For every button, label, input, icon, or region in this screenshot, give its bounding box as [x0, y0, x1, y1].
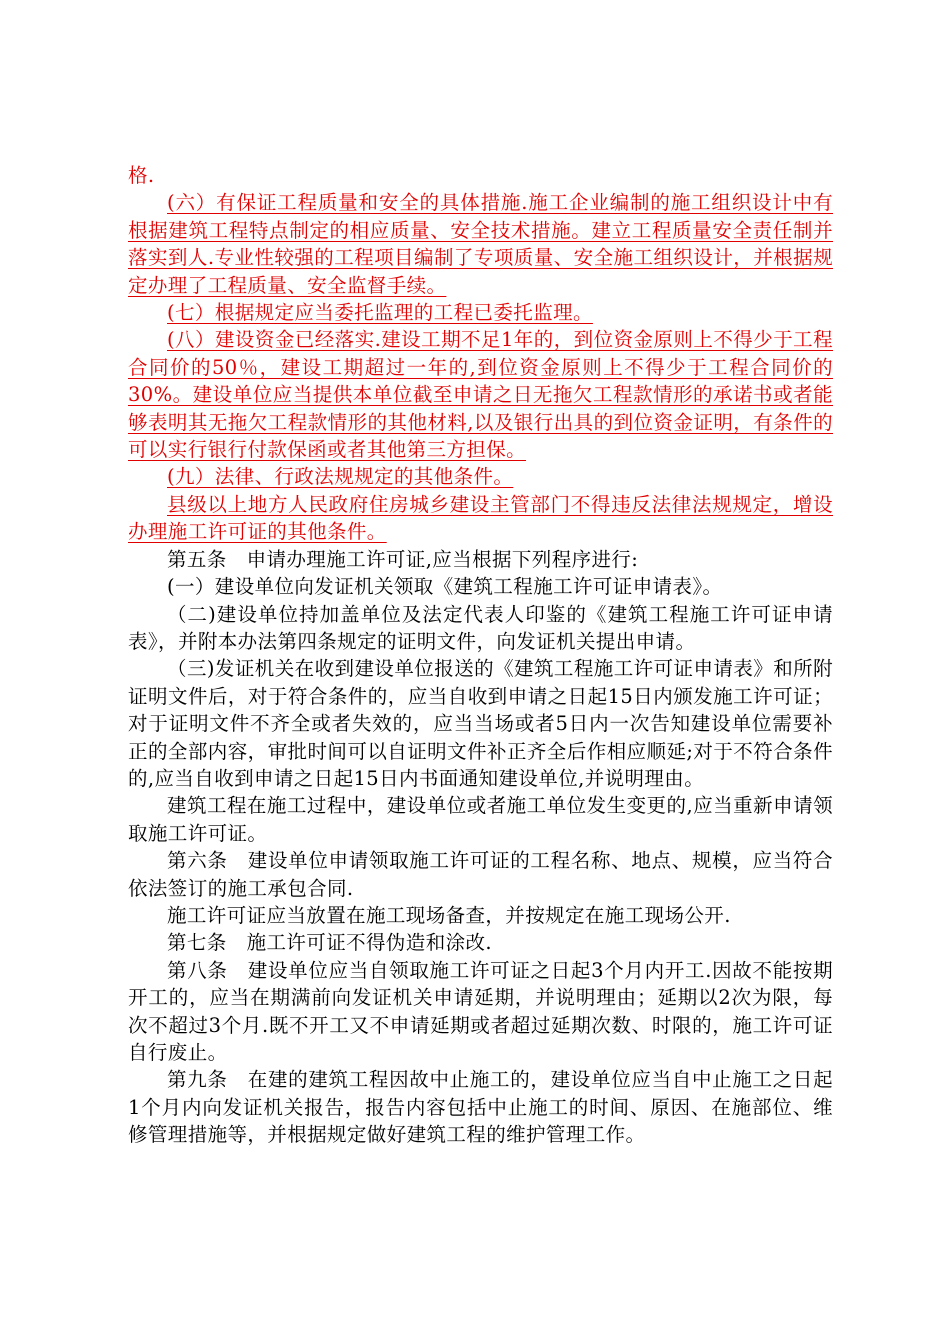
paragraph-item-8 — [128, 326, 833, 463]
paragraph-text: (六）有保证工程质量和安全的具体措施.施工企业编制的施工组织设计中有根据建筑工程特点制定的相应质量、安全技术措施。建立工程质量安全责任制并落实到人.专业性较强的工程项目编制了专项质量、安全施工组织设计，并根据规定办理了工程质量、安全监督手续。 — [128, 191, 833, 297]
article-7 — [128, 929, 833, 956]
paragraph-text: (八）建设资金已经落实.建设工期不足1年的，到位资金原则上不得少于工程合同价的50％，建设工期超过一年的,到位资金原则上不得少于工程合同价的30%。建设单位应当提供本单位截至申请之日无拖欠工程款情形的承诺书或者能够表明其无拖欠工程款情形的其他材料,以及银行出具的到位资金证明，有条件的可以实行银行付款保函或者其他第三方担保。 — [128, 328, 833, 462]
paragraph-text: 第六条 建设单位申请领取施工许可证的工程名称、地点、规模，应当符合依法签订的施工承包合同. — [128, 849, 833, 900]
paragraph-text: 第五条 申请办理施工许可证,应当根据下列程序进行: — [167, 547, 639, 571]
paragraph-change-of-unit — [128, 792, 833, 847]
paragraph-text: 第七条 施工许可证不得伪造和涂改. — [167, 931, 492, 955]
paragraph-text: 第八条 建设单位应当自领取施工许可证之日起3个月内开工.因故不能按期开工的，应当在期满前向发证机关申请延期，并说明理由；延期以2次为限，每次不超过3个月.既不开工又不申请延期或者超过延期次数、时限的，施工许可证自行废止。 — [128, 958, 833, 1064]
paragraph-text: (七）根据规定应当委托监理的工程已委托监理。 — [167, 301, 593, 325]
paragraph-local-government — [128, 491, 833, 546]
paragraph-text: 第九条 在建的建筑工程因故中止施工的，建设单位应当自中止施工之日起1个月内向发证机关报告，报告内容包括中止施工的时间、原因、在施部位、维修管理措施等，并根据规定做好建筑工程的维护管理工作。 — [128, 1068, 833, 1147]
paragraph-continuation — [128, 162, 833, 189]
paragraph-text: 格. — [128, 164, 155, 187]
article-5-step-2 — [128, 601, 833, 656]
article-6 — [128, 847, 833, 902]
paragraph-item-6 — [128, 189, 833, 299]
paragraph-item-7 — [128, 299, 833, 326]
paragraph-text: 施工许可证应当放置在施工现场备查，并按规定在施工现场公开. — [167, 903, 731, 927]
document-body — [128, 162, 833, 1149]
paragraph-text: (九）法律、行政法规规定的其他条件。 — [167, 465, 514, 489]
paragraph-item-9 — [128, 463, 833, 490]
paragraph-text: 建筑工程在施工过程中，建设单位或者施工单位发生变更的,应当重新申请领取施工许可证。 — [128, 794, 833, 845]
paragraph-text: （三)发证机关在收到建设单位报送的《建筑工程施工许可证申请表》和所附证明文件后，对于符合条件的，应当自收到申请之日起15日内颁发施工许可证；对于证明文件不齐全或者失效的，应当当场或者5日内一次告知建设单位需要补正的全部内容，审批时间可以自证明文件补正齐全后作相应顺延;对于不符合条件的,应当自收到申请之日起15日内书面通知建设单位,并说明理由。 — [128, 657, 833, 790]
paragraph-text: （二)建设单位持加盖单位及法定代表人印鉴的《建筑工程施工许可证申请表》，并附本办法第四条规定的证明文件，向发证机关提出申请。 — [128, 602, 833, 653]
paragraph-text: (一）建设单位向发证机关领取《建筑工程施工许可证申请表》。 — [167, 575, 723, 599]
article-5-step-3 — [128, 655, 833, 792]
article-5 — [128, 546, 833, 573]
paragraph-text: 县级以上地方人民政府住房城乡建设主管部门不得违反法律法规规定，增设办理施工许可证的其他条件。 — [128, 492, 833, 544]
article-5-step-1 — [128, 573, 833, 600]
article-9 — [128, 1066, 833, 1148]
article-8 — [128, 957, 833, 1067]
paragraph-permit-display — [128, 902, 833, 929]
